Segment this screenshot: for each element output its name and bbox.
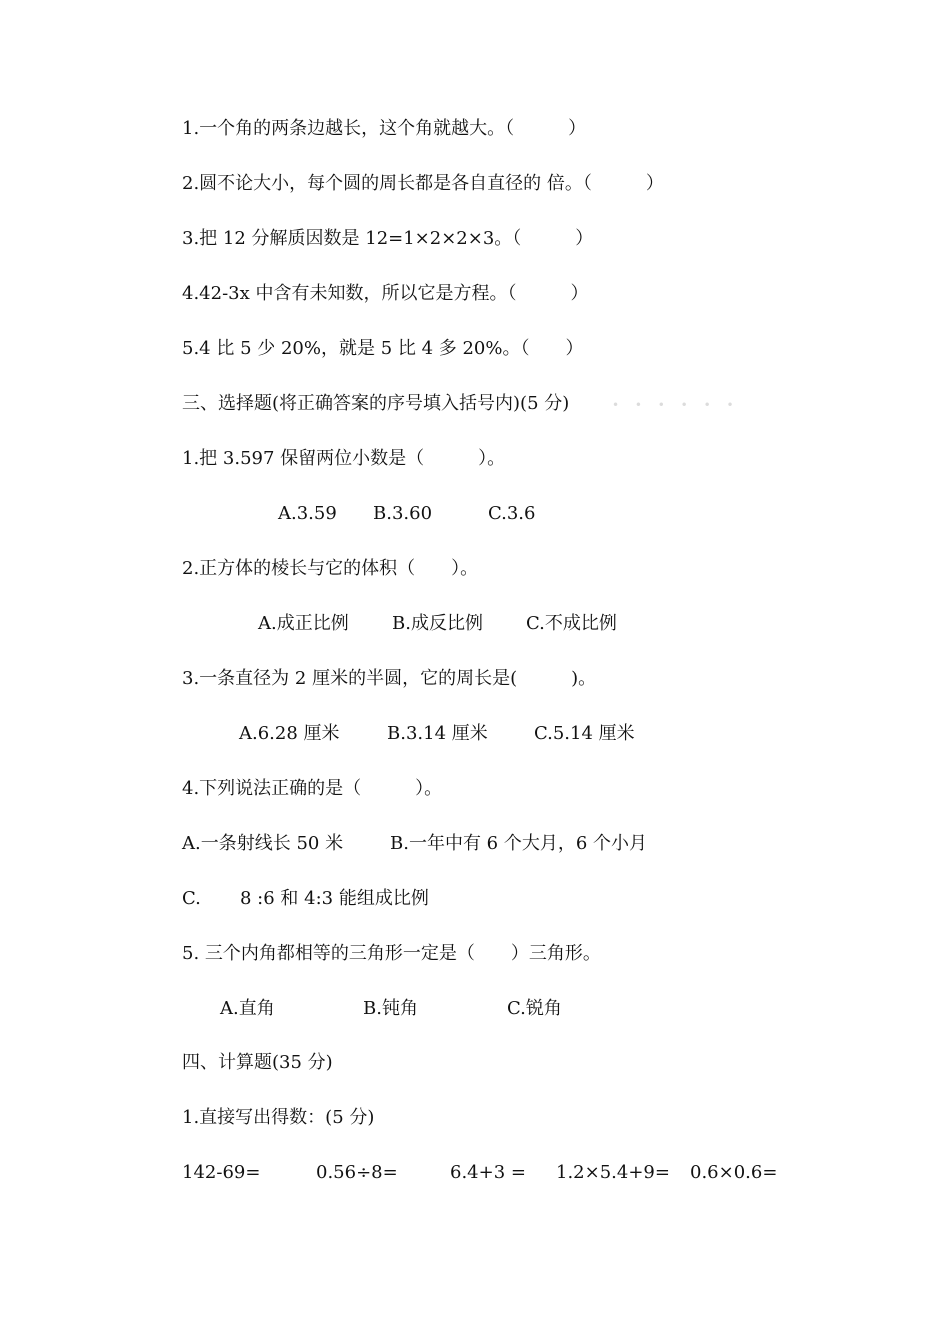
choice-q4-option-c-text: 8 :6 和 4:3 能组成比例 (240, 888, 429, 909)
watermark-dots: • • • • • • (612, 398, 740, 412)
choice-q4-option-b: B.一年中有 6 个大月，6 个小月 (390, 833, 648, 854)
judgement-q5: 5.4 比 5 少 20%，就是 5 比 4 多 20%。（ ） (182, 338, 584, 359)
choice-q5-option-b: B.钝角 (363, 998, 418, 1019)
choice-q3-option-b: B.3.14 厘米 (387, 723, 488, 744)
choice-q2: 2.正方体的棱长与它的体积（ ）。 (182, 558, 479, 579)
judgement-q3: 3.把 12 分解质因数是 12=1×2×2×3。（ ） (182, 228, 594, 249)
calc-item-3: 6.4+3 = (450, 1162, 526, 1183)
calc-item-1: 142-69= (182, 1162, 261, 1183)
choice-q4: 4.下列说法正确的是（ ）。 (182, 778, 443, 799)
choice-q2-option-a: A.成正比例 (258, 613, 349, 634)
choice-q2-option-c: C.不成比例 (526, 613, 617, 634)
choice-q2-option-b: B.成反比例 (392, 613, 483, 634)
judgement-q1: 1.一个角的两条边越长，这个角就越大。（ ） (182, 118, 587, 139)
calc-item-4: 1.2×5.4+9= (556, 1162, 670, 1183)
calc-item-5: 0.6×0.6= (690, 1162, 778, 1183)
choice-q3-option-a: A.6.28 厘米 (239, 723, 340, 744)
calc-item-2: 0.56÷8= (316, 1162, 398, 1183)
choice-q1-option-b: B.3.60 (373, 503, 433, 524)
choice-q1-option-a: A.3.59 (278, 503, 337, 524)
section-title-calc: 四、计算题(35 分) (182, 1052, 333, 1073)
choice-q1-option-c: C.3.6 (488, 503, 536, 524)
judgement-q4: 4.42-3x 中含有未知数，所以它是方程。（ ） (182, 283, 589, 304)
choice-q4-option-c-label: C. (182, 888, 201, 909)
choice-q3: 3.一条直径为 2 厘米的半圆，它的周长是( )。 (182, 668, 597, 689)
judgement-q2: 2.圆不论大小，每个圆的周长都是各自直径的 倍。（ ） (182, 173, 664, 194)
choice-q3-option-c: C.5.14 厘米 (534, 723, 635, 744)
calc-q1-title: 1.直接写出得数：(5 分) (182, 1107, 375, 1128)
choice-q5-option-a: A.直角 (220, 998, 275, 1019)
section-title-choice: 三、选择题(将正确答案的序号填入括号内)(5 分) (182, 393, 570, 414)
choice-q5: 5. 三个内角都相等的三角形一定是（ ）三角形。 (182, 943, 601, 964)
choice-q5-option-c: C.锐角 (507, 998, 562, 1019)
choice-q1: 1.把 3.597 保留两位小数是（ ）。 (182, 448, 506, 469)
choice-q4-option-a: A.一条射线长 50 米 (182, 833, 344, 854)
